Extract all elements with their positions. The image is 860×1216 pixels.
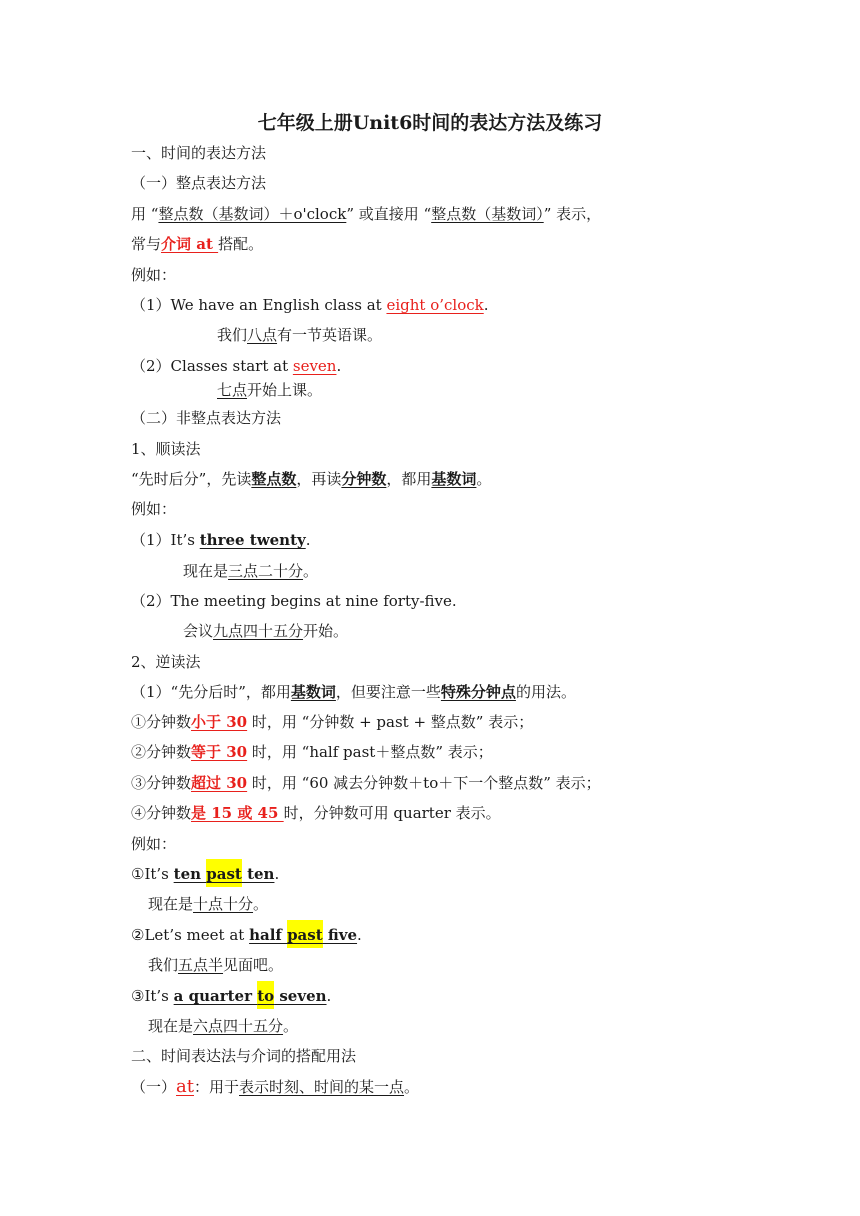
text: 开始。 (303, 622, 349, 640)
text: ③分钟数 (131, 774, 192, 792)
text: （1）It’s (131, 531, 200, 549)
text: ” 或直接用 “ (346, 205, 432, 223)
text: . (274, 865, 280, 883)
section-heading-2: 二、时间表达法与介词的搭配用法 (131, 1047, 357, 1065)
text: （一） (131, 1078, 177, 1096)
subsection-heading-2: （二）非整点表达方法 (131, 409, 282, 427)
text: 常与 (131, 235, 162, 253)
example-translation (148, 893, 268, 915)
text: 时，用 “half past＋整点数” 表示； (247, 743, 493, 761)
underlined-text: 七点 (217, 381, 248, 399)
highlighted-term: 超过 30 (191, 774, 248, 792)
example-translation (217, 379, 322, 401)
highlighted-term: eight o’clock (386, 296, 484, 314)
yellow-highlight: past (206, 859, 242, 887)
example-translation (148, 954, 283, 976)
example-label: 例如： (131, 500, 177, 518)
example-sentence (131, 294, 489, 316)
rule-line (131, 772, 601, 794)
underlined-text: 十点十分 (193, 895, 254, 913)
section-heading-1: 一、时间的表达方法 (131, 144, 267, 162)
text: 的用法。 (515, 683, 576, 701)
bold-term: five (322, 926, 358, 944)
underlined-text: 整点数（基数词）＋o'clock (158, 205, 347, 223)
highlighted-term: 小于 30 (191, 713, 248, 731)
bold-term: ten (241, 865, 275, 883)
bold-term: 分钟数 (341, 470, 387, 488)
text: ③It’s (131, 987, 174, 1005)
text: 时，分钟数可用 quarter 表示。 (283, 804, 501, 822)
underlined-text: 五点半 (178, 956, 224, 974)
bold-term: 基数词 (290, 683, 336, 701)
text: 会议 (183, 622, 214, 640)
method-heading: 2、逆读法 (131, 653, 201, 671)
example-sentence (131, 863, 279, 885)
bold-term: 基数词 (431, 470, 477, 488)
text: 见面吧。 (223, 956, 284, 974)
underlined-text: 八点 (247, 326, 278, 344)
example-sentence (131, 924, 362, 946)
highlighted-term: 介词 at (161, 235, 219, 253)
example-translation (148, 1015, 298, 1037)
text: （2）Classes start at (131, 357, 293, 375)
text: . (326, 987, 332, 1005)
highlighted-term: seven (292, 357, 337, 375)
text: “先时后分”，先读 (131, 470, 252, 488)
text: 时，用 “60 减去分钟数＋to＋下一个整点数” 表示； (247, 774, 601, 792)
bold-term: a quarter (173, 987, 258, 1005)
text: ：用于 (193, 1078, 239, 1096)
rule-line (131, 711, 533, 733)
text: . (483, 296, 489, 314)
example-sentence: （2）The meeting begins at nine forty-five. (131, 592, 457, 610)
text: （1）We have an English class at (131, 296, 387, 314)
paragraph-line (131, 468, 491, 490)
paragraph-line (131, 233, 263, 255)
bold-term: three twenty (199, 531, 306, 549)
method-heading: 1、顺读法 (131, 440, 201, 458)
bold-term: 整点数 (251, 470, 297, 488)
text: 我们 (148, 956, 179, 974)
text: 。 (476, 470, 492, 488)
subsection-heading-1: （一）整点表达方法 (131, 174, 267, 192)
example-sentence (131, 529, 311, 551)
underlined-text: 表示时刻、时间的某一点 (239, 1078, 405, 1096)
text: . (336, 357, 342, 375)
text: ②分钟数 (131, 743, 192, 761)
yellow-highlight: past (287, 920, 323, 948)
yellow-highlight: to (257, 981, 274, 1009)
text: 现在是 (148, 895, 194, 913)
text: 。 (303, 562, 319, 580)
example-translation (183, 560, 318, 582)
underlined-text: 整点数（基数词） (431, 205, 544, 223)
text: ①分钟数 (131, 713, 192, 731)
text: 。 (404, 1078, 420, 1096)
example-sentence (131, 985, 331, 1007)
highlighted-term: 等于 30 (191, 743, 248, 761)
text: 用 “ (131, 205, 159, 223)
rule-line (131, 741, 493, 763)
underlined-text: 九点四十五分 (213, 622, 304, 640)
example-label: 例如： (131, 266, 177, 284)
text: . (305, 531, 311, 549)
example-translation (217, 324, 382, 346)
text: ，再读 (296, 470, 342, 488)
underlined-text: 三点二十分 (228, 562, 304, 580)
text: ” 表示， (543, 205, 602, 223)
text: 现在是 (148, 1017, 194, 1035)
paragraph-line (131, 203, 601, 225)
text: ④分钟数 (131, 804, 192, 822)
bold-term: seven (274, 987, 327, 1005)
text: 有一节英语课。 (277, 326, 383, 344)
text: 我们 (217, 326, 248, 344)
text: ①It’s (131, 865, 174, 883)
highlighted-term: at (176, 1076, 194, 1097)
bold-term: ten (173, 865, 207, 883)
text: 开始上课。 (247, 381, 323, 399)
underlined-text: 六点四十五分 (193, 1017, 284, 1035)
example-label: 例如： (131, 835, 177, 853)
document-title: 七年级上册Unit6时间的表达方法及练习 (257, 112, 603, 134)
paragraph-line (131, 1076, 419, 1098)
text: 现在是 (183, 562, 229, 580)
highlighted-term: 是 15 或 45 (191, 804, 284, 822)
text: 。 (283, 1017, 299, 1035)
example-translation (183, 620, 348, 642)
text: ②Let’s meet at (131, 926, 250, 944)
rule-line (131, 802, 501, 824)
text: ，都用 (386, 470, 432, 488)
text: . (357, 926, 362, 944)
text: （1）“先分后时”，都用 (131, 683, 291, 701)
text: 时，用 “分钟数 + past + 整点数” 表示； (247, 713, 534, 731)
text: ，但要注意一些 (335, 683, 441, 701)
example-sentence (131, 355, 341, 377)
paragraph-line (131, 681, 576, 703)
text: 搭配。 (218, 235, 264, 253)
bold-term: 特殊分钟点 (440, 683, 516, 701)
bold-term: half (249, 926, 288, 944)
text: 。 (253, 895, 269, 913)
